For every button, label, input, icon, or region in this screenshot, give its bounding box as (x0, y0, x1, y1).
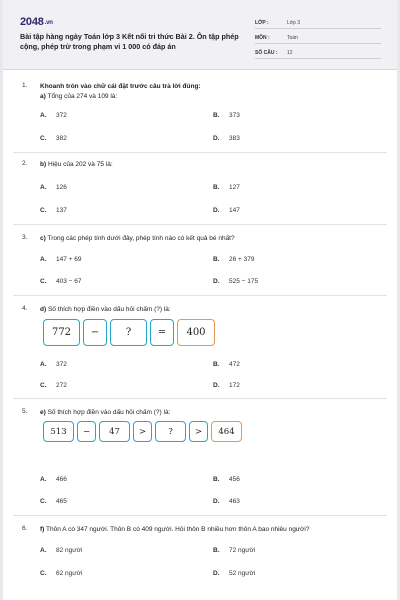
option-c[interactable] (40, 498, 67, 505)
option-value: 472 (229, 361, 240, 368)
option-value: 126 (56, 184, 67, 191)
meta-row-count (255, 46, 381, 59)
option-value: 382 (56, 135, 67, 142)
option-value: 383 (229, 135, 240, 142)
equation-box: 772 (43, 319, 80, 346)
meta-key: MÔN : (255, 35, 270, 41)
option-value: 26 + 379 (229, 256, 255, 263)
question-body: Hiệu của 202 và 75 là: (46, 161, 113, 168)
option-c[interactable] (40, 207, 67, 214)
site-logo[interactable] (20, 16, 53, 28)
option-letter: D. (213, 135, 220, 142)
option-letter: C. (40, 570, 47, 577)
meta-key: SỐ CÂU : (255, 50, 278, 56)
option-d[interactable] (213, 498, 240, 505)
question-number: 4. (22, 305, 28, 312)
option-b[interactable] (213, 112, 240, 119)
option-d[interactable] (213, 278, 258, 285)
option-letter: A. (40, 547, 47, 554)
option-letter: A. (40, 361, 47, 368)
question-text (40, 82, 380, 91)
divider (13, 224, 387, 225)
sub-label: f) (40, 526, 45, 533)
option-value: 466 (56, 476, 67, 483)
option-letter: B. (213, 256, 220, 263)
meta-value: Lớp 3 (287, 20, 301, 26)
option-c[interactable] (40, 278, 81, 285)
option-value: 72 người (229, 547, 256, 554)
option-value: 127 (229, 184, 240, 191)
equation-box: = (150, 319, 174, 346)
divider (13, 398, 387, 399)
question-body: Trong các phép tính dưới đây, phép tính nào có kết quả bé nhất? (45, 235, 235, 242)
option-letter: A. (40, 112, 47, 119)
option-letter: D. (213, 498, 220, 505)
option-value: 403 − 67 (56, 278, 82, 285)
option-value: 456 (229, 476, 240, 483)
option-a[interactable] (40, 476, 67, 483)
equation-box: > (133, 421, 152, 442)
equation-box: − (83, 319, 107, 346)
option-d[interactable] (213, 207, 240, 214)
option-a[interactable] (40, 256, 81, 263)
question-body: Số thích hợp điền vào dấu hỏi chấm (?) là: (46, 306, 171, 313)
option-c[interactable] (40, 570, 82, 577)
sub-label: e) (40, 409, 46, 416)
answer-blank[interactable]: ? (110, 319, 147, 346)
option-letter: A. (40, 184, 47, 191)
question-text (40, 525, 380, 534)
sub-label: a) (40, 93, 46, 100)
question-number: 6. (22, 525, 28, 532)
option-letter: B. (213, 184, 220, 191)
option-b[interactable] (213, 256, 254, 263)
page-title: Bài tập hàng ngày Toán lớp 3 Kết nối tri thức Bài 2. Ôn tập phép cộng, phép trừ trong phạm vi 1 000 có đáp án (20, 32, 239, 51)
question-text (40, 234, 380, 243)
option-value: 172 (229, 382, 240, 389)
option-letter: C. (40, 278, 47, 285)
question-number: 5. (22, 408, 28, 415)
meta-key: LỚP : (255, 20, 269, 26)
option-a[interactable] (40, 184, 67, 191)
option-letter: A. (40, 476, 47, 483)
question-text (40, 305, 380, 314)
answer-blank[interactable]: ? (155, 421, 186, 442)
option-b[interactable] (213, 361, 240, 368)
option-letter: B. (213, 112, 220, 119)
option-d[interactable] (213, 570, 255, 577)
option-value: 147 + 69 (56, 256, 82, 263)
question-body: Số thích hợp điền vào dấu hỏi chấm (?) là: (45, 409, 171, 416)
option-letter: D. (213, 570, 220, 577)
question-number: 3. (22, 234, 28, 241)
question-instruction: Khoanh tròn vào chữ cái đặt trước câu trả lời đúng: (40, 83, 201, 90)
equation-box: 47 (99, 421, 130, 442)
option-letter: D. (213, 278, 220, 285)
sub-label: d) (40, 306, 47, 313)
worksheet-header (3, 0, 397, 70)
option-value: 62 người (56, 570, 83, 577)
equation-boxes (43, 319, 218, 346)
equation-box: − (77, 421, 96, 442)
question-subtext (40, 93, 117, 100)
option-d[interactable] (213, 382, 240, 389)
question-body: Thôn A có 347 người. Thôn B có 409 người. Hỏi thôn B nhiều hơn thôn A bao nhiêu người? (44, 526, 310, 533)
option-c[interactable] (40, 382, 67, 389)
option-letter: D. (213, 382, 220, 389)
option-c[interactable] (40, 135, 67, 142)
meta-row-class (255, 16, 381, 29)
equation-box: 464 (211, 421, 242, 442)
option-a[interactable] (40, 112, 67, 119)
option-d[interactable] (213, 135, 240, 142)
option-letter: D. (213, 207, 220, 214)
option-value: 463 (229, 498, 240, 505)
option-value: 272 (56, 382, 67, 389)
equation-boxes (43, 421, 245, 442)
option-value: 373 (229, 112, 240, 119)
option-value: 52 người (229, 570, 256, 577)
divider (13, 515, 387, 516)
meta-row-subject (255, 31, 381, 44)
question-text (40, 160, 380, 169)
question-text (40, 408, 380, 417)
option-letter: B. (213, 361, 220, 368)
divider (13, 295, 387, 296)
meta-value: 12 (287, 50, 293, 56)
logo-suffix: .vn (44, 20, 53, 26)
sub-text: Tổng của 274 và 109 là: (45, 93, 118, 100)
sub-label: b) (40, 161, 47, 168)
option-value: 82 người (56, 547, 83, 554)
option-a[interactable] (40, 361, 67, 368)
option-letter: C. (40, 135, 47, 142)
equation-box: 400 (177, 319, 215, 346)
worksheet-page (3, 0, 397, 600)
meta-panel (255, 16, 381, 59)
question-number: 2. (22, 160, 28, 167)
option-value: 372 (56, 112, 67, 119)
option-value: 372 (56, 361, 67, 368)
meta-value: Toán (287, 35, 298, 41)
option-b[interactable] (213, 184, 240, 191)
option-value: 525 − 175 (229, 278, 259, 285)
option-b[interactable] (213, 547, 255, 554)
option-value: 147 (229, 207, 240, 214)
sub-label: c) (40, 235, 46, 242)
equation-box: > (189, 421, 208, 442)
option-letter: B. (213, 547, 220, 554)
option-letter: C. (40, 498, 47, 505)
option-b[interactable] (213, 476, 240, 483)
divider (13, 152, 387, 153)
option-letter: C. (40, 207, 47, 214)
option-value: 137 (56, 207, 67, 214)
option-letter: C. (40, 382, 47, 389)
logo-text: 2048 (20, 16, 44, 28)
option-letter: B. (213, 476, 220, 483)
option-value: 465 (56, 498, 67, 505)
option-a[interactable] (40, 547, 82, 554)
question-number: 1. (22, 82, 28, 89)
option-letter: A. (40, 256, 47, 263)
equation-box: 513 (43, 421, 74, 442)
